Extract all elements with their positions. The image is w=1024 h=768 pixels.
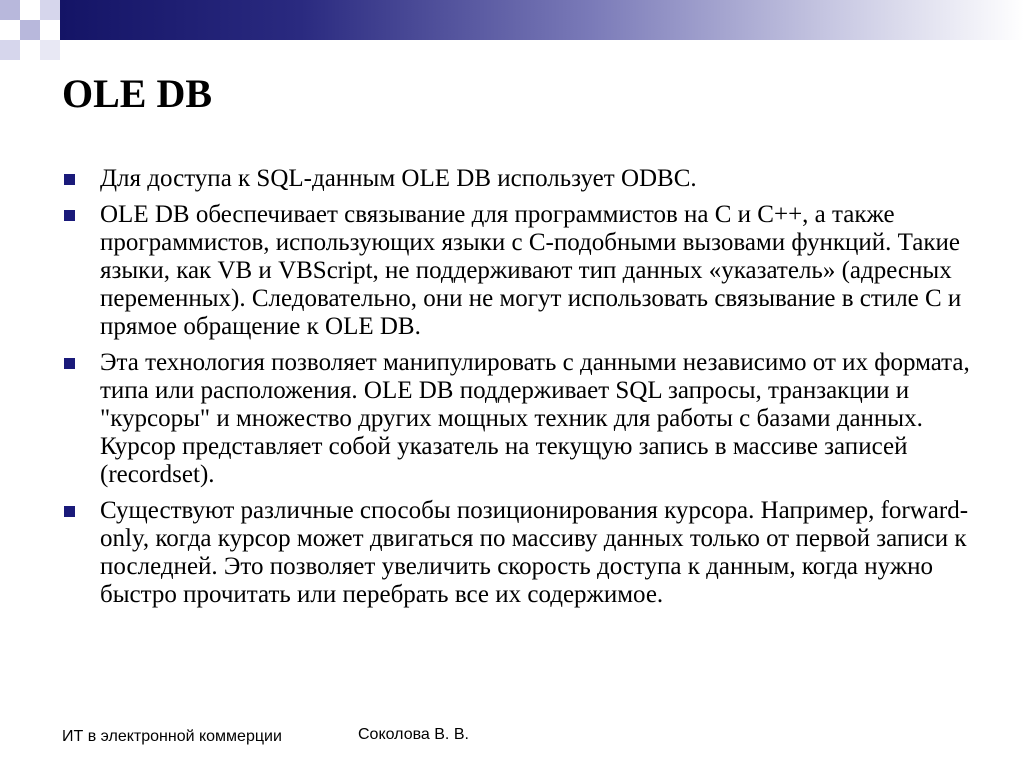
footer-course: ИТ в электронной коммерции <box>62 728 282 745</box>
header-gradient-bar <box>60 0 1024 40</box>
deco-square <box>40 0 60 20</box>
bullet-text: OLE DB обеспечивает связывание для программистов на C и C++, а также программистов, использующих языки с C-подобными вызовами функций. Такие языки, как VB и VBScript, не поддерживают тип данных «указатель» (адресных переменных). Следовательно, они не могут использовать связывание в стиле C и прямое обращение к OLE DB. <box>100 201 962 340</box>
slide-title: OLE DB <box>62 71 213 116</box>
square-bullet-icon <box>64 174 75 185</box>
bullet-text: Для доступа к SQL-данным OLE DB использует ODBC. <box>100 165 697 192</box>
square-bullet-icon <box>64 506 75 517</box>
footer-author: Соколова В. В. <box>358 726 469 743</box>
bullet-list <box>62 165 972 617</box>
deco-square <box>0 0 20 20</box>
bullet-text: Эта технология позволяет манипулировать с данными независимо от их формата, типа или расположения. OLE DB поддерживает SQL запросы, транзакции и "курсоры" и множество других мощных техник для работы с базами данных. Курсор представляет собой указатель на текущую запись в массиве записей (recordset). <box>100 349 970 488</box>
bullet-item <box>62 497 972 609</box>
bullet-item <box>62 201 972 341</box>
square-bullet-icon <box>64 210 75 221</box>
square-bullet-icon <box>64 358 75 369</box>
deco-square <box>20 20 40 40</box>
bullet-item <box>62 349 972 489</box>
bullet-text: Существуют различные способы позиционирования курсора. Например, forward-only, когда курсор может двигаться по массиву данных только от первой записи к последней. Это позволяет увеличить скорость доступа к данным, когда нужно быстро прочитать или перебрать все их содержимое. <box>100 497 969 608</box>
bullet-item <box>62 165 972 193</box>
deco-square <box>40 40 60 60</box>
deco-square <box>0 40 20 60</box>
header-decoration <box>0 0 1024 48</box>
